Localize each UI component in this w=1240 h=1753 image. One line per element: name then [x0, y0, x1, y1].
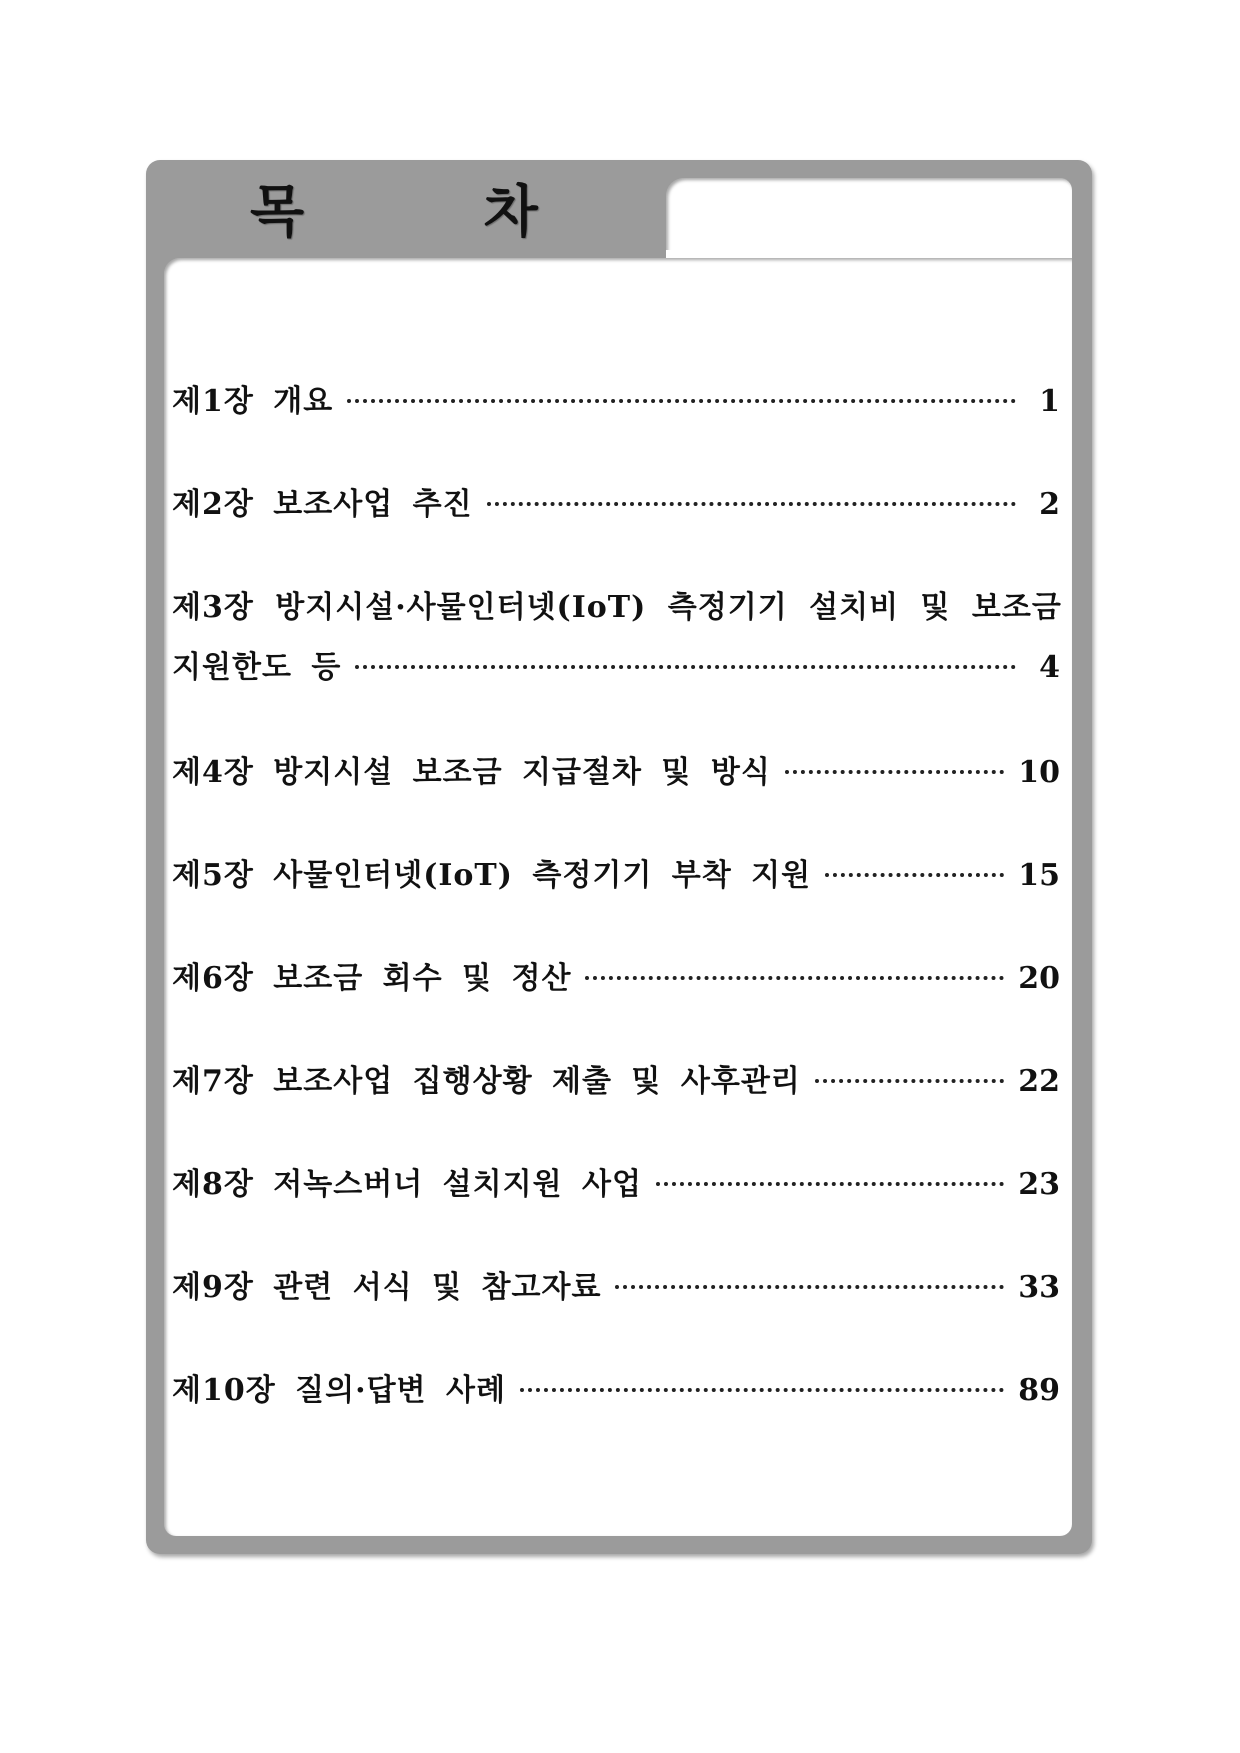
toc-page-number: 1: [1039, 384, 1060, 419]
toc-entry-title: 제9장 관련 서식 및 참고자료: [172, 1270, 602, 1305]
toc-entry-title: 제6장 보조금 회수 및 정산: [172, 961, 572, 996]
page-title: 목 차: [250, 180, 618, 245]
toc-entry-7[interactable]: [172, 1052, 1060, 1155]
dot-leader: [487, 502, 1016, 506]
dot-leader: [355, 665, 1016, 669]
toc-entry-title: 제8장 저녹스버너 설치지원 사업: [172, 1167, 642, 1202]
dot-leader: [785, 770, 1004, 774]
toc-entry-title: 제2장 보조사업 추진: [172, 487, 473, 522]
toc-page-number: 10: [1018, 755, 1060, 790]
toc-entry-title: 제5장 사물인터넷(IoT) 측정기기 부착 지원: [172, 858, 812, 893]
toc-entry-3[interactable]: [172, 578, 1060, 743]
toc-entry-title: 제1장 개요: [172, 384, 334, 419]
toc-entry-title: 제4장 방지시설 보조금 지급절차 및 방식: [172, 755, 771, 790]
table-of-contents: [172, 372, 1060, 1464]
toc-entry-title: 제7장 보조사업 집행상황 제출 및 사후관리: [172, 1064, 801, 1099]
toc-entry-1[interactable]: [172, 372, 1060, 475]
toc-entry-8[interactable]: [172, 1155, 1060, 1258]
toc-page-number: 15: [1018, 858, 1060, 893]
dot-leader: [615, 1285, 1004, 1289]
toc-entry-title-line1: 제3장 방지시설·사물인터넷(IoT) 측정기기 설치비 및 보조금: [172, 590, 1062, 625]
toc-page-number: 20: [1018, 961, 1060, 996]
toc-entry-9[interactable]: [172, 1258, 1060, 1361]
dot-leader: [825, 873, 1004, 877]
toc-page-number: 89: [1018, 1373, 1060, 1408]
toc-page-number: 22: [1018, 1064, 1060, 1099]
dot-leader: [347, 399, 1016, 403]
toc-entry-2[interactable]: [172, 475, 1060, 578]
toc-entry-5[interactable]: [172, 846, 1060, 949]
dot-leader: [656, 1182, 1004, 1186]
dot-leader: [815, 1079, 1004, 1083]
dot-leader: [520, 1388, 1004, 1392]
toc-entry-6[interactable]: [172, 949, 1060, 1052]
toc-page-number: 23: [1018, 1167, 1060, 1202]
toc-entry-title: 제10장 질의·답변 사례: [172, 1373, 506, 1408]
toc-page-number: 4: [1039, 650, 1060, 685]
toc-page-number: 2: [1039, 487, 1060, 522]
toc-entry-10[interactable]: [172, 1361, 1060, 1464]
toc-entry-4[interactable]: [172, 743, 1060, 846]
dot-leader: [585, 976, 1004, 980]
toc-entry-title-line2: 지원한도 등: [172, 650, 342, 685]
toc-page-number: 33: [1018, 1270, 1060, 1305]
